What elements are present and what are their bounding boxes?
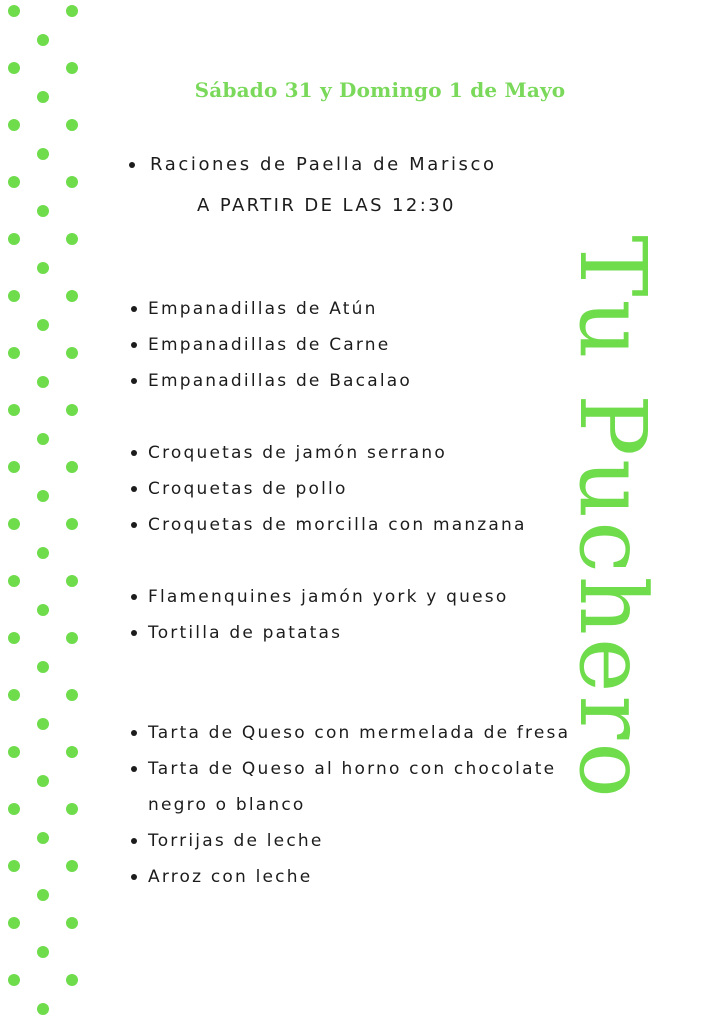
item-label: Tarta de Queso con mermelada de fresa — [148, 723, 571, 743]
polka-dot — [66, 119, 78, 131]
polka-dot — [37, 205, 49, 217]
brand-title: Tu Puchero — [559, 235, 666, 801]
polka-dot — [37, 433, 49, 445]
polka-dot — [66, 461, 78, 473]
list-item — [148, 327, 412, 363]
item-label: Tortilla de patatas — [148, 623, 343, 643]
croquetas-list — [148, 435, 527, 543]
item-label: Raciones de Paella de Marisco — [150, 154, 497, 175]
date-heading: Sábado 31 y Domingo 1 de Mayo — [194, 78, 566, 102]
list-item — [148, 859, 570, 895]
list-item — [150, 147, 497, 183]
polka-dot — [37, 604, 49, 616]
polka-dot — [37, 319, 49, 331]
polka-dot — [37, 1003, 49, 1015]
polka-dot — [8, 575, 20, 587]
item-label: Croquetas de morcilla con manzana — [148, 515, 527, 535]
list-item — [148, 291, 412, 327]
polka-dot — [66, 632, 78, 644]
polka-dot — [37, 661, 49, 673]
bullet-icon — [131, 450, 137, 456]
list-item — [148, 435, 527, 471]
item-label: Croquetas de pollo — [148, 479, 348, 499]
list-item — [148, 363, 412, 399]
polka-dot — [66, 404, 78, 416]
item-label: Tarta de Queso al horno con chocolate negro o blanco — [148, 759, 557, 815]
polka-dot — [66, 176, 78, 188]
item-label: Croquetas de jamón serrano — [148, 443, 447, 463]
polka-dot — [8, 632, 20, 644]
list-item — [148, 579, 508, 615]
polka-dot — [37, 718, 49, 730]
bullet-icon — [131, 486, 137, 492]
bullet-icon — [131, 522, 137, 528]
polka-dot — [8, 917, 20, 929]
polka-dot — [8, 860, 20, 872]
polka-dot — [8, 290, 20, 302]
polka-dot — [37, 889, 49, 901]
list-item — [148, 471, 527, 507]
featured-list — [150, 147, 497, 183]
polka-dot — [66, 689, 78, 701]
bullet-icon — [131, 874, 137, 880]
polka-dot — [66, 5, 78, 17]
polka-dot — [8, 5, 20, 17]
polka-dot — [66, 290, 78, 302]
item-label: Arroz con leche — [148, 867, 313, 887]
polka-dot — [8, 347, 20, 359]
polka-dot — [8, 176, 20, 188]
polka-dot — [66, 575, 78, 587]
polka-dot — [66, 860, 78, 872]
bullet-icon — [131, 306, 137, 312]
polka-dot — [37, 946, 49, 958]
otros-list — [148, 579, 508, 651]
polka-dot — [37, 148, 49, 160]
item-label: Empanadillas de Bacalao — [148, 371, 412, 391]
polka-dot — [8, 689, 20, 701]
bullet-icon — [131, 594, 137, 600]
polka-dot — [8, 404, 20, 416]
polka-dot — [66, 62, 78, 74]
postres-list — [148, 715, 570, 895]
polka-dot — [37, 262, 49, 274]
bullet-icon — [131, 730, 137, 736]
empanadillas-list — [148, 291, 412, 399]
polka-dot — [66, 518, 78, 530]
list-item — [148, 507, 527, 543]
polka-dot — [37, 34, 49, 46]
polka-dot — [8, 119, 20, 131]
bullet-icon — [131, 838, 137, 844]
polka-dot — [8, 974, 20, 986]
polka-dot — [37, 376, 49, 388]
polka-dot — [37, 490, 49, 502]
polka-dot — [8, 233, 20, 245]
list-item — [148, 751, 568, 823]
polka-dot — [8, 461, 20, 473]
polka-dot — [37, 547, 49, 559]
bullet-icon — [131, 630, 137, 636]
list-item — [148, 823, 570, 859]
polka-dot — [8, 746, 20, 758]
list-item — [148, 715, 570, 751]
polka-dot — [37, 775, 49, 787]
item-label: Flamenquines jamón york y queso — [148, 587, 509, 607]
item-label: Torrijas de leche — [148, 831, 324, 851]
list-item — [148, 615, 508, 651]
polka-dot — [8, 62, 20, 74]
polka-dot-border — [0, 0, 90, 1024]
bullet-icon — [129, 162, 135, 168]
polka-dot — [8, 803, 20, 815]
polka-dot — [66, 974, 78, 986]
polka-dot — [8, 518, 20, 530]
polka-dot — [66, 347, 78, 359]
bullet-icon — [131, 766, 137, 772]
polka-dot — [37, 91, 49, 103]
polka-dot — [66, 917, 78, 929]
polka-dot — [66, 803, 78, 815]
item-label: Empanadillas de Atún — [148, 299, 378, 319]
time-note: A PARTIR DE LAS 12:30 — [197, 195, 456, 216]
polka-dot — [37, 832, 49, 844]
polka-dot — [66, 746, 78, 758]
item-label: Empanadillas de Carne — [148, 335, 391, 355]
polka-dot — [66, 233, 78, 245]
bullet-icon — [131, 378, 137, 384]
bullet-icon — [131, 342, 137, 348]
